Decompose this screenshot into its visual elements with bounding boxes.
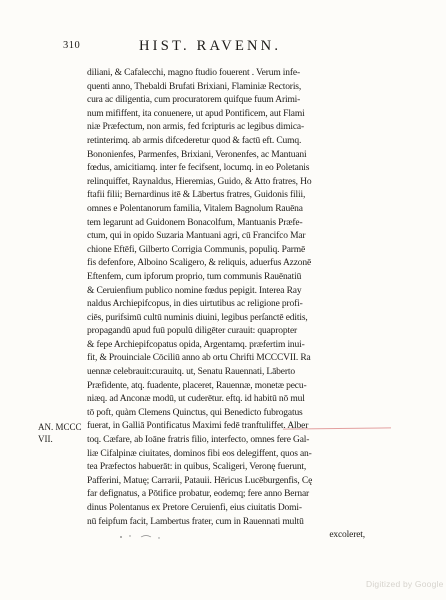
text-line: & fepe Archiepifcopatus opida, Argentamq. præfertim inui- xyxy=(87,339,305,350)
text-line: propagandū apud fuū populū diligēter curauit: quapropter xyxy=(87,326,298,337)
text-line: cura ac diligentia, cum procuratorem quifque fuum Arimi- xyxy=(87,95,301,106)
margin-note-year xyxy=(38,421,88,445)
text-line: excoleret, xyxy=(329,530,365,541)
page-header xyxy=(63,40,393,56)
text-line: nū feipfum facit, Lambertus frater, cum in Rauennati multū xyxy=(87,516,304,527)
text-line: fis defenfore, Alboino Scaligero, & reliquis, aduerfus Azzonē xyxy=(87,258,312,269)
text-line: fit, & Prouinciale Cōciliū anno ab ortu Chrifti MCCCVII. Ra xyxy=(87,353,311,364)
text-line: quenti anno, Thebaldi Brufati Brixiani, Flaminiæ Rectoris, xyxy=(87,81,302,92)
text-line: ctum, qui in opido Suzaria Mantuani agri, cū Francifco Mar xyxy=(87,231,306,242)
ink-specks xyxy=(117,531,177,543)
text-line: num mififfent, ita conuenere, ut apud Pontificem, aut Flami xyxy=(87,108,305,119)
text-line: niæ Præfectum, non armis, fed fcripturis ac legibus dimica- xyxy=(87,122,304,133)
margin-note-line: AN. MCCC xyxy=(38,422,82,432)
text-line: tea Præfectos habuerāt: in quibus, Scaligeri, Veronę fuerunt, xyxy=(87,462,307,473)
text-line: diliani, & Cafalecchi, magno ftudio fouerent . Verum infe- xyxy=(87,68,300,78)
text-line: dinus Polentanus ex Pretore Ceruienfi, eius ciuitatis Domi- xyxy=(87,503,302,513)
text-line: naldus Archiepifcopus, in dies uirtutibus ac religione profi- xyxy=(87,299,303,310)
text-line: omnes e Polentanorum familia, Vitalem Bagnolum Rauēna xyxy=(87,203,303,214)
text-line: liæ Cifalpinæ ciuitates, dominos fibi eos delegiffent, quos an- xyxy=(87,448,312,459)
text-line: ftafii filii; Bernardinus itē & Lābertus fratres, Guidonis filii, xyxy=(87,190,306,201)
text-line: niæq. ad Anconæ modū, ut cuderētur. eftq. id habitū nō mul xyxy=(87,394,305,405)
text-line: tō poft, quàm Clemens Quinctus, qui Benedicto fubrogatus xyxy=(87,407,303,418)
text-line: uennæ celebrauit:curauitq. ut, Senatu Rauennati, Lāberto xyxy=(87,367,295,378)
margin-note-line: VII. xyxy=(38,434,53,444)
text-line: & Ceruienfium publico nomine fœdus pepigit. Interea Ray xyxy=(87,285,302,296)
running-title: HIST. RAVENN. xyxy=(139,38,282,54)
body-text xyxy=(87,67,387,543)
text-line: Bononienfes, Parmenfes, Brixiani, Veronenfes, ac Mantuani xyxy=(87,149,307,160)
text-line: chione Eftēfi, Gilberto Corrigia Communis, populiq. Parmē xyxy=(87,244,306,255)
text-line: fœdus, amicitiamq. inter fe fecifsent, locumq. in eo Poletanis xyxy=(87,163,310,174)
text-line: ciēs, purifsimū cultū numinis diuini, legibus perſanctē editis, xyxy=(87,312,308,323)
text-line: tem legarunt ad Guidonem Bonacolfum, Mantuanis Præfe- xyxy=(87,217,303,228)
text-line: far defignatus, a Pōtifice probatur, eodemq; fere anno Bernar xyxy=(87,489,310,500)
text-line: toq. Cæfare, ab Ioāne fratris filio, interfecto, omnes fere Gal- xyxy=(87,435,310,446)
text-line: Præfidente, atq. fuadente, placeret, Rauennæ, monetæ pecu- xyxy=(87,380,307,391)
text-line: Eftenfem, cum ipforum proprio, tum communis Rauēnatiū xyxy=(87,271,302,282)
digitization-watermark: Digitized by Google xyxy=(366,579,444,589)
text-line: fuerat, in Galliā Pontificatus Maximi fedē tranftuliffet. Alber xyxy=(87,421,309,432)
text-line: retinterimq. ab armis difcederetur quod & factū eft. Cumq. xyxy=(87,135,302,146)
text-line: Pafferini, Matuę; Carrarii, Patauii. Hēricus Lucēburgenfis, Cę xyxy=(87,475,313,486)
folio-number: 310 xyxy=(63,40,81,51)
text-line: relinquiffet, Raynaldus, Hieremias, Guido, & Atto fratres, Ho xyxy=(87,176,312,187)
